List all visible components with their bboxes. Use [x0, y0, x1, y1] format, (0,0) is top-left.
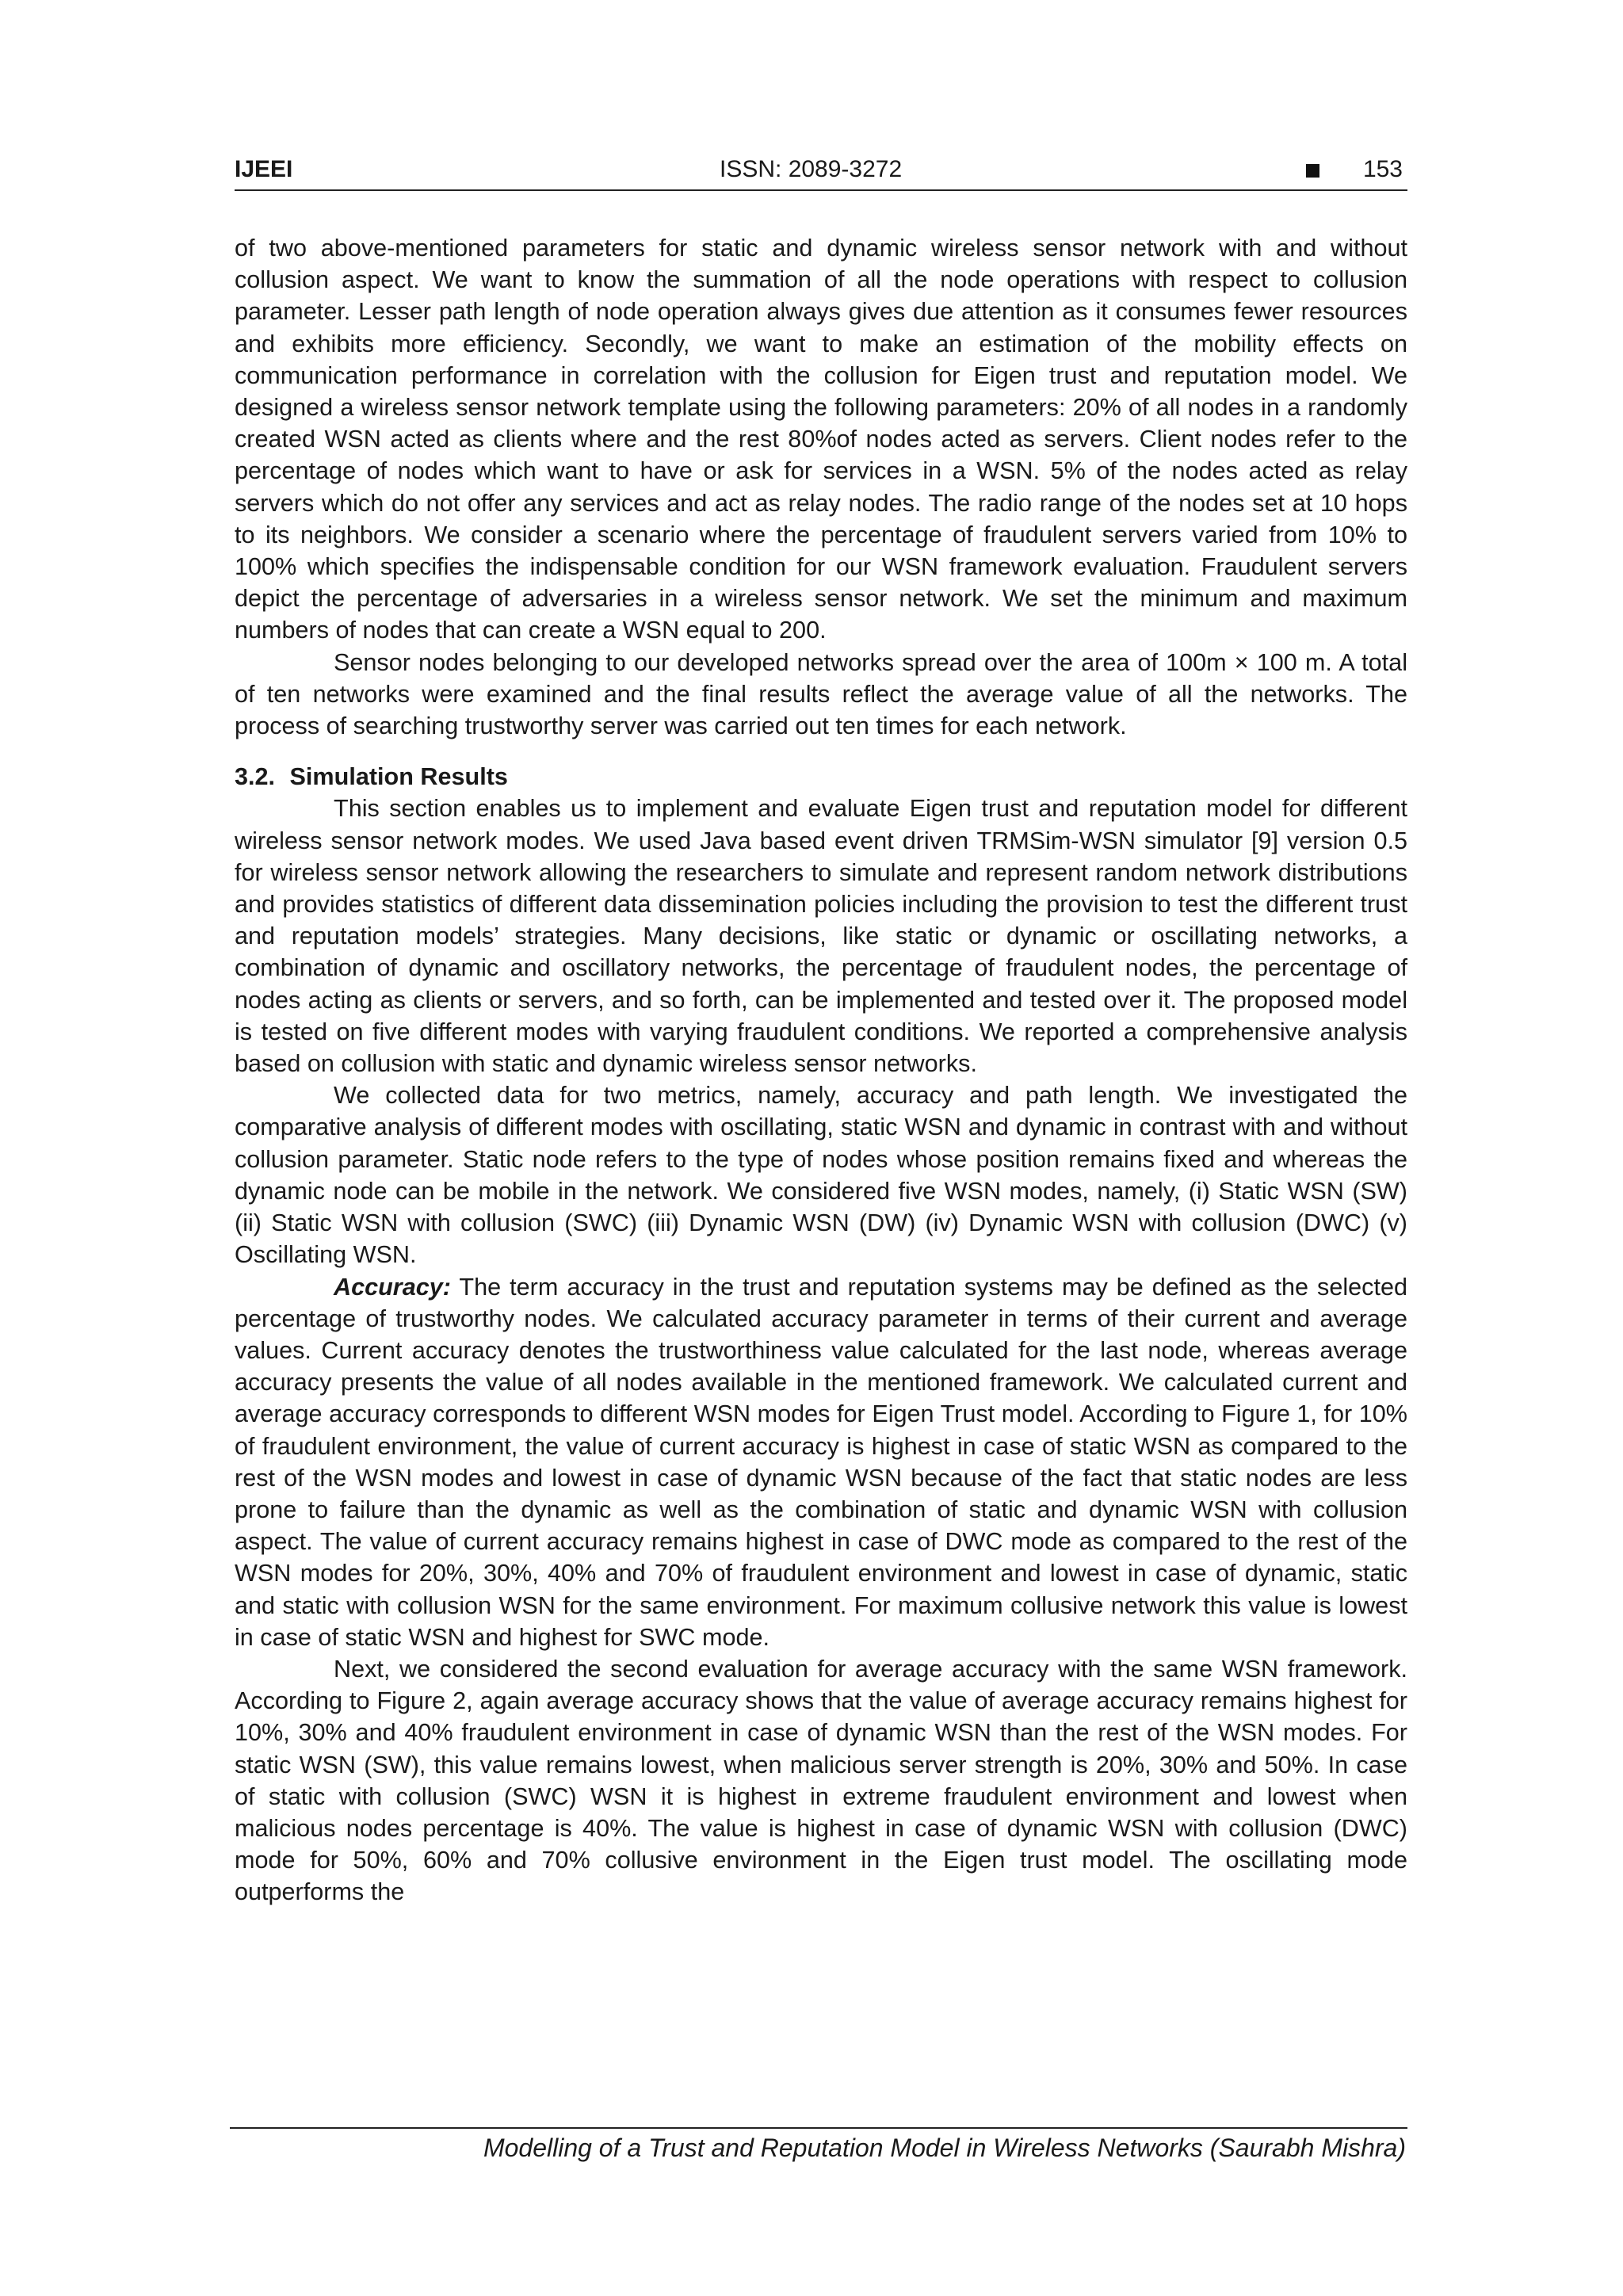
accuracy-term: Accuracy: — [334, 1273, 451, 1301]
footer-divider — [230, 2127, 1407, 2129]
page-number: 153 — [1362, 156, 1403, 182]
section-number: 3.2. — [235, 763, 276, 791]
paragraph-5 — [235, 1271, 1407, 1653]
paragraph-2: Sensor nodes belonging to our developed networks spread over the area of 100m × 100 m. A total of ten networks were examined and the final results reflect the average value of all the networks. The process of searching trustworthy server was carried out ten times for each network. — [235, 648, 1407, 740]
paragraph-5-text: The term accuracy in the trust and reputation systems may be defined as the selected percentage of trustworthy nodes. We calculated accuracy parameter in terms of their current and average values. Current accuracy denotes the trustworthiness value calculated for the last node, whereas average accuracy presents the value of all nodes available in the mentioned framework. We calculated current and average accuracy corresponds to different WSN modes for Eigen Trust model. According to Figure 1, for 10% of fraudulent environment, the value of current accuracy is highest in case of static WSN as compared to the rest of the WSN modes and lowest in case of dynamic WSN because of the fact that static nodes are less prone to failure than the dynamic as well as the combination of static and dynamic WSN with collusion aspect. The value of current accuracy remains highest in case of DWC mode as compared to the rest of the WSN modes for 20%, 30%, 40% and 70% of fraudulent environment and lowest in case of dynamic, static and static with collusion WSN for the same environment. For maximum collusive network this value is lowest in case of static WSN and highest for SWC mode. — [235, 1273, 1407, 1651]
running-footer: Modelling of a Trust and Reputation Model in Wireless Networks (Saurabh Mishra) — [483, 2134, 1406, 2162]
issn: ISSN: 2089-3272 — [720, 156, 903, 182]
section-title: Simulation Results — [289, 763, 508, 791]
paragraph-1: of two above-mentioned parameters for static and dynamic wireless sensor network with and without collusion aspect. We want to know the summation of all the node operations with respect to collusion parameter. Lesser path length of node operation always gives due attention as it consumes fewer resources and exhibits more efficiency. Secondly, we want to make an estimation of the mobility effects on communication performance in correlation with the collusion for Eigen trust and reputation model. We designed a wireless sensor network template using the following parameters: 20% of all nodes in a randomly created WSN acted as clients where and the rest 80%of nodes acted as servers. Client nodes refer to the percentage of nodes which want to have or ask for services in a WSN. 5% of the nodes acted as relay servers which do not offer any services and act as relay nodes. The radio range of the nodes set at 10 hops to its neighbors. We consider a scenario where the percentage of fraudulent servers varied from 10% to 100% which specifies the indispensable condition for our WSN framework evaluation. Fraudulent servers depict the percentage of adversaries in a wireless sensor network. We set the minimum and maximum numbers of nodes that can create a WSN equal to 200. — [235, 235, 1407, 644]
paragraph-4: We collected data for two metrics, namely, accuracy and path length. We investigated the comparative analysis of different modes with oscillating, static WSN and dynamic in contrast with and without collusion parameter. Static node refers to the type of nodes whose position remains fixed and whereas the dynamic node can be mobile in the network. We considered five WSN modes, namely, (i) Static WSN (SW) (ii) Static WSN with collusion (SWC) (iii) Dynamic WSN (DW) (iv) Dynamic WSN with collusion (DWC) (v) Oscillating WSN. — [235, 1082, 1407, 1269]
page-header — [235, 153, 1407, 191]
section-heading — [235, 761, 1407, 793]
square-bullet-icon — [1306, 164, 1319, 178]
paragraph-6: Next, we considered the second evaluation for average accuracy with the same WSN framework. According to Figure 2, again average accuracy shows that the value of average accuracy remains highest for 10%, 30% and 40% fraudulent environment in case of dynamic WSN than the rest of the WSN modes. For static WSN (SW), this value remains lowest, when malicious server strength is 20%, 30% and 50%. In case of static with collusion (SWC) WSN it is highest in extreme fraudulent environment and lowest when malicious nodes percentage is 40%. The value is highest in case of dynamic WSN with collusion (DWC) mode for 50%, 60% and 70% collusive environment in the Eigen trust model. The oscillating mode outperforms the — [235, 1655, 1407, 1906]
paragraph-3: This section enables us to implement and evaluate Eigen trust and reputation model for different wireless sensor network modes. We used Java based event driven TRMSim-WSN simulator [9] version 0.5 for wireless sensor network allowing the researchers to simulate and represent random network distributions and provides statistics of different data dissemination policies including the provision to test the different trust and reputation models’ strategies. Many decisions, like static or dynamic or oscillating networks, a combination of dynamic and oscillatory networks, the percentage of fraudulent nodes, the percentage of nodes acting as clients or servers, and so forth, can be implemented and tested over it. The proposed model is tested on five different modes with varying fraudulent conditions. We reported a comprehensive analysis based on collusion with static and dynamic wireless sensor networks. — [235, 795, 1407, 1078]
journal-name: IJEEI — [235, 156, 293, 182]
article-body — [235, 232, 1407, 1908]
